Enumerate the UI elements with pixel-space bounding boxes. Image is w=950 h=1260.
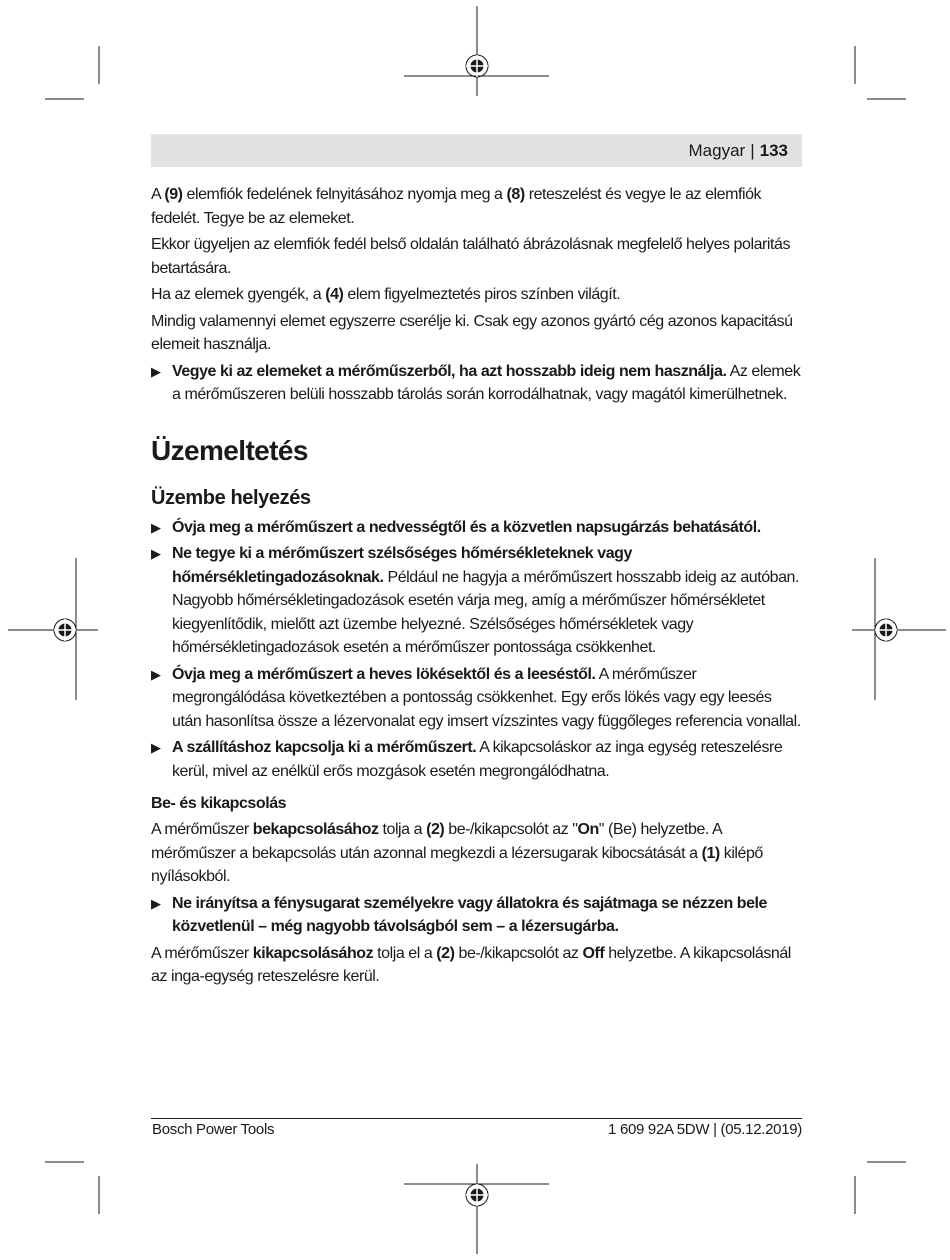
warning-bullet: ▶ Vegye ki az elemeket a mérőműszerből, ha azt hosszabb ideig nem használja. Az elemek a mérőműszeren belüli hosszabb tárolás során korrodálhatnak, vagy magától kimerülhetnek. bbox=[151, 360, 802, 407]
triangle-right-icon: ▶ bbox=[151, 546, 161, 561]
registration-mark-icon bbox=[8, 558, 98, 700]
triangle-right-icon: ▶ bbox=[151, 740, 161, 755]
paragraph: Ha az elemek gyengék, a (4) elem figyelmeztetés piros színben világít. bbox=[151, 286, 621, 303]
registration-mark-icon bbox=[852, 558, 946, 700]
subsection-title: Üzembe helyezés bbox=[151, 486, 311, 509]
footer-document-code: 1 609 92A 5DW | (05.12.2019) bbox=[608, 1121, 802, 1138]
page-body bbox=[151, 183, 802, 992]
warning-bullet: ▶ A szállításhoz kapcsolja ki a mérőműszert. A kikapcsoláskor az inga egység reteszelésre kerül, mivel az enélkül erős mozgások esetén megrongálódhatna. bbox=[151, 736, 802, 783]
paragraph: A (9) elemfiók fedelének felnyitásához nyomja meg a (8) reteszelést és vegye le az elemfiók fedelét. Tegye be az elemeket. bbox=[151, 186, 762, 227]
triangle-right-icon: ▶ bbox=[151, 666, 161, 682]
triangle-right-icon: ▶ bbox=[151, 519, 161, 535]
header-language: Magyar bbox=[688, 141, 746, 160]
header-separator: | bbox=[750, 141, 755, 160]
footer-divider bbox=[151, 1118, 802, 1119]
registration-mark-icon bbox=[404, 6, 549, 96]
page-header bbox=[151, 134, 802, 167]
warning-bullet: ▶ Ne irányítsa a fénysugarat személyekre vagy állatokra és sajátmaga se nézzen bele közvetlenül – még nagyobb távolságból sem – a lézersugárba. bbox=[151, 892, 802, 939]
warning-bullet: ▶ Óvja meg a mérőműszert a nedvességtől és a közvetlen napsugárzás behatásától. bbox=[151, 516, 802, 540]
section-title: Üzemeltetés bbox=[151, 434, 308, 466]
triangle-right-icon: ▶ bbox=[151, 895, 161, 911]
header-label bbox=[689, 141, 788, 161]
onoff-heading: Be- és kikapcsolás bbox=[151, 795, 287, 812]
paragraph: Mindig valamennyi elemet egyszerre cserélje ki. Csak egy azonos gyártó cég azonos kapacitású elemeit használja. bbox=[151, 312, 793, 353]
paragraph: A mérőműszer kikapcsolásához tolja el a (2) be-/kikapcsolót az Off helyzetbe. A kikapcsolásnál az inga-egység reteszelésre kerül. bbox=[151, 944, 791, 985]
paragraph: A mérőműszer bekapcsolásához tolja a (2) be-/kikapcsolót az "On" (Be) helyzetbe. A mérőműszer a bekapcsolás után azonnal megkezdi a lézersugarak kibocsátását a (1) kilépő nyílásokból. bbox=[151, 821, 763, 885]
paragraph: Ekkor ügyeljen az elemfiók fedél belső oldalán található ábrázolásnak megfelelő helyes polaritás betartására. bbox=[151, 236, 790, 277]
triangle-right-icon: ▶ bbox=[151, 363, 161, 379]
page-number: 133 bbox=[759, 141, 788, 160]
registration-mark-icon bbox=[404, 1164, 549, 1254]
footer-brand: Bosch Power Tools bbox=[152, 1121, 275, 1138]
warning-bullet: ▶ Ne tegye ki a mérőműszert szélsőséges hőmérsékleteknek vagy hőmérsékletingadozásoknak. Például ne hagyja a mérőműszert hosszabb ideig az autóban. Nagyobb hőmérsékletingadozások esetén várja meg, amíg a mérőműszer hőmérsékletet kiegyenlítődik, mielőtt azt üzembe helyezné. Szélsőséges hőmérsékletek vagy hőmérsékletingadozások esetén a mérőműszer pontossága csökkenhet. bbox=[151, 542, 802, 660]
warning-bullet: ▶ Óvja meg a mérőműszert a heves lökésektől és a leeséstől. A mérőműszer megrongálódása következtében a pontosság csökkenhet. Egy erős lökés vagy egy leesés után hasonlítsa össze a lézervonalat egy imsert vízszintes vagy függőleges referencia vonallal. bbox=[151, 663, 802, 734]
